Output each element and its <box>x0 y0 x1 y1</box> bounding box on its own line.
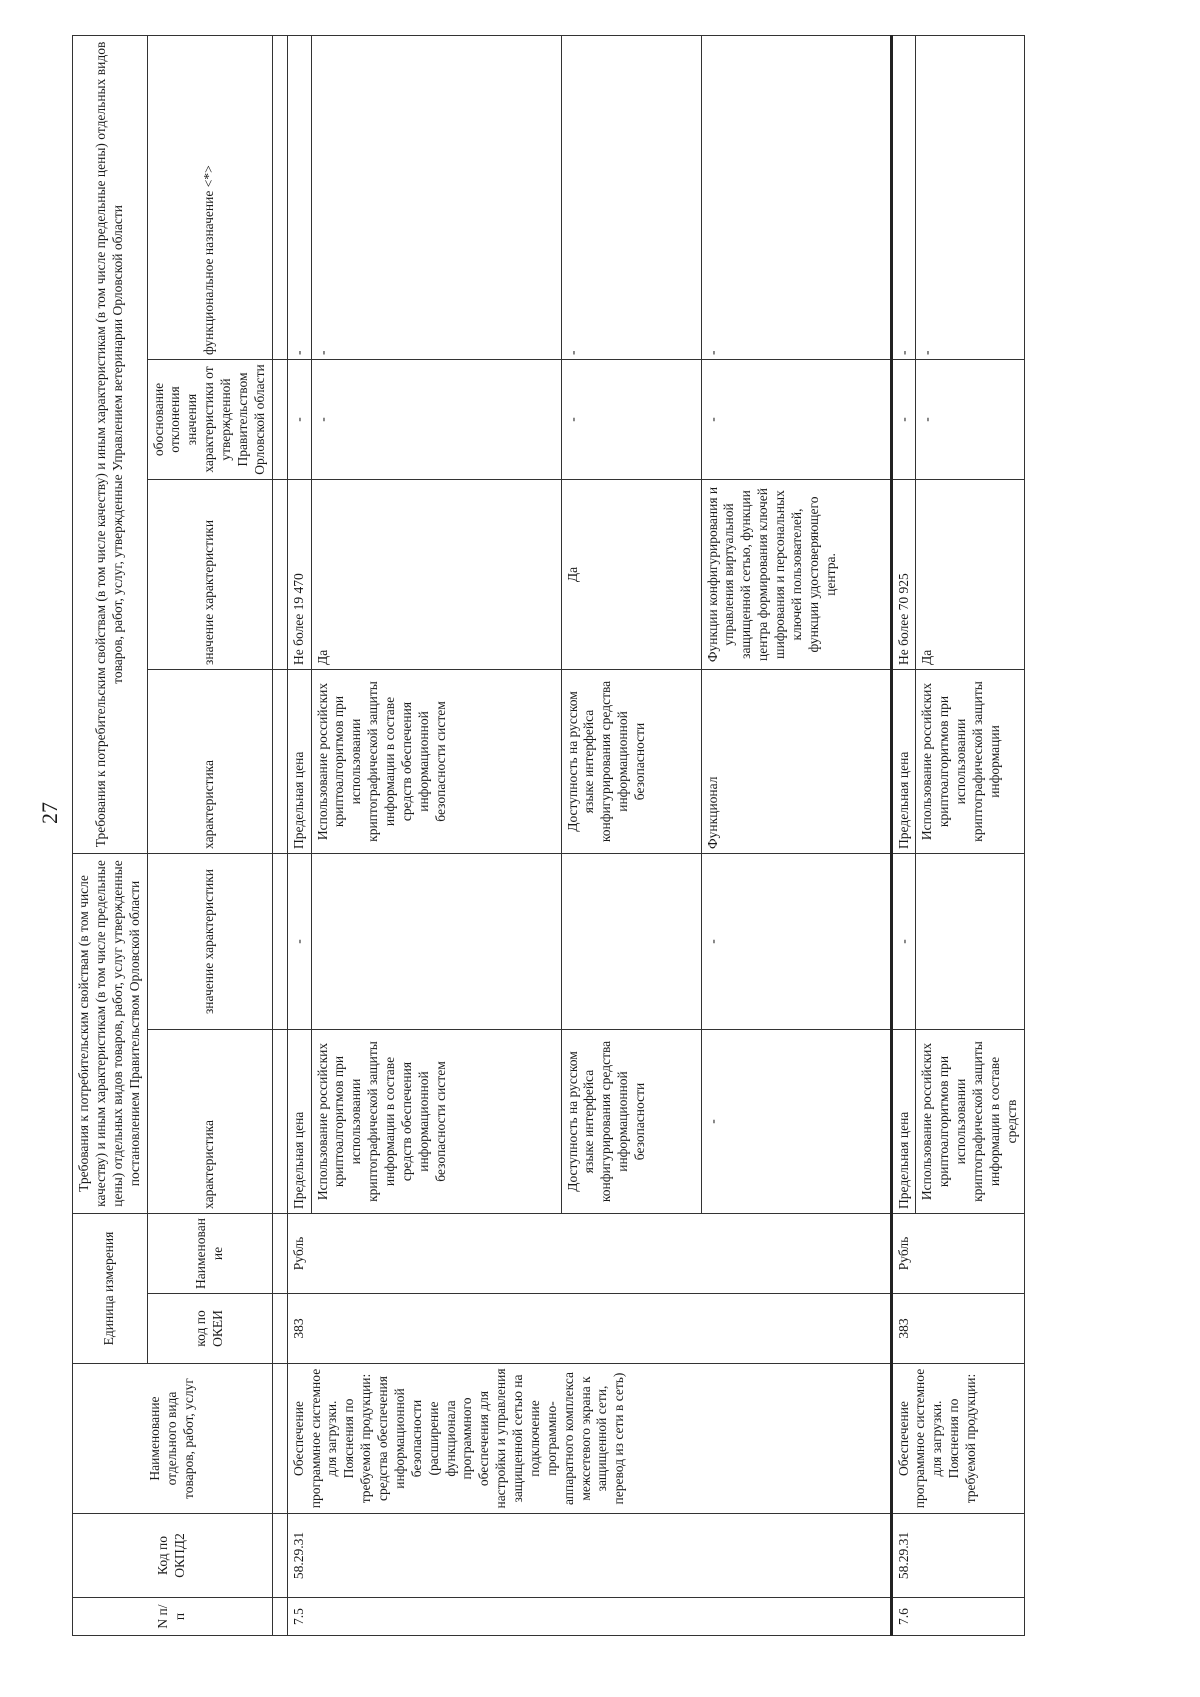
govt-characteristic: Доступность на русском языке интерфейса конфигурирования средства информационной безопасности <box>561 1030 701 1214</box>
header-vet-value: значение характеристики <box>147 479 272 669</box>
header-vet-requirements: Требования к потребительским свойствам (в том числе качеству) и иным характеристикам (в том числе предельные цены) отдельных видов товаров, работ, услуг, утвержденные Управлением ветеринарии Орловской области <box>73 35 148 853</box>
rotated-table-container <box>72 36 1160 1636</box>
header-govt-value: значение характеристики <box>147 853 272 1029</box>
govt-value: - <box>287 853 311 1029</box>
vet-function: - <box>287 35 311 359</box>
vet-value: Да <box>561 479 701 669</box>
vet-characteristic: Доступность на русском языке интерфейса конфигурирования средства информационной безопасности <box>561 669 701 853</box>
vet-characteristic: Использование российских криптоалгоритмов при использовании криптографической защиты информации <box>916 669 1024 853</box>
vet-value: Функции конфигурирования и управления виртуальной защищенной сетью, функции центра формирования ключей шифрования и персональных ключей пользователей, функции удостоверяющего центра. <box>701 479 891 669</box>
page-number: 27 <box>37 802 62 824</box>
row-unit-name: Рубль <box>287 1214 891 1294</box>
requirements-table <box>72 35 1025 1636</box>
vet-justification: - <box>561 359 701 479</box>
vet-function: - <box>311 35 561 359</box>
column-index-row <box>272 35 287 1635</box>
vet-characteristic: Предельная цена <box>891 669 916 853</box>
vet-value: Не более 19 470 <box>287 479 311 669</box>
govt-value <box>916 853 1024 1029</box>
table-row <box>891 35 916 1635</box>
govt-value <box>561 853 701 1029</box>
row-okpd2: 58.29.31 <box>891 1514 1024 1598</box>
row-unit-name: Рубль <box>891 1214 1024 1294</box>
vet-function: - <box>561 35 701 359</box>
vet-function: - <box>701 35 891 359</box>
vet-function: - <box>916 35 1024 359</box>
header-vet-function: функциональное назначение <*> <box>147 35 272 359</box>
header-num: N п/п <box>73 1598 273 1636</box>
header-unit-name: Наименование <box>147 1214 272 1294</box>
header-unit: Единица измерения <box>73 1214 148 1364</box>
row-name: Обеспечение программное системное для загрузки. Пояснения по требуемой продукции: <box>891 1364 1024 1514</box>
vet-function: - <box>891 35 916 359</box>
vet-value: Не более 70 925 <box>891 479 916 669</box>
vet-justification: - <box>891 359 916 479</box>
header-vet-characteristic: характеристика <box>147 669 272 853</box>
vet-justification: - <box>916 359 1024 479</box>
header-okpd2: Код по ОКПД2 <box>73 1514 273 1598</box>
govt-value <box>311 853 561 1029</box>
row-name: Обеспечение программное системное для загрузки. Пояснения по требуемой продукции: средства обеспечения информационной безопасности (расширение функционала программного обеспечения для настройки и управления защищенной сетью на подключение программно-аппаратного комплекса межсетевого экрана к защищенной сети, перевод из сети в сеть) <box>287 1364 891 1514</box>
row-unit-code: 383 <box>287 1294 891 1364</box>
row-num: 7.6 <box>891 1598 1024 1636</box>
vet-value: Да <box>311 479 561 669</box>
header-unit-code: код по ОКЕИ <box>147 1294 272 1364</box>
table-row <box>287 35 311 1635</box>
header-govt-characteristic: характеристика <box>147 1030 272 1214</box>
vet-justification: - <box>311 359 561 479</box>
row-okpd2: 58.29.31 <box>287 1514 891 1598</box>
govt-value: - <box>891 853 916 1029</box>
vet-justification: - <box>701 359 891 479</box>
header-name: Наименование отдельного вида товаров, работ, услуг <box>73 1364 273 1514</box>
govt-characteristic: Предельная цена <box>287 1030 311 1214</box>
row-num: 7.5 <box>287 1598 891 1636</box>
vet-value: Да <box>916 479 1024 669</box>
header-govt-requirements: Требования к потребительским свойствам (в том числе качеству) и иным характеристикам (в том числе предельные цены) отдельных видов товаров, работ, услуг утвержденные постановлением Правительством Орловской области <box>73 853 148 1213</box>
govt-characteristic: Предельная цена <box>891 1030 916 1214</box>
vet-characteristic: Функционал <box>701 669 891 853</box>
row-unit-code: 383 <box>891 1294 1024 1364</box>
govt-value: - <box>701 853 891 1029</box>
vet-characteristic: Предельная цена <box>287 669 311 853</box>
vet-characteristic: Использование российских криптоалгоритмов при использовании криптографической защиты информации в составе средств обеспечения информационной безопасности систем <box>311 669 561 853</box>
govt-characteristic: Использование российских криптоалгоритмов при использовании криптографической защиты информации в составе средств обеспечения информационной безопасности систем <box>311 1030 561 1214</box>
header-vet-justification: обоснование отклонения значения характеристики от утвержденной Правительством Орловской области <box>147 359 272 479</box>
govt-characteristic: Использование российских криптоалгоритмов при использовании криптографической защиты информации в составе средств <box>916 1030 1024 1214</box>
vet-justification: - <box>287 359 311 479</box>
govt-characteristic: - <box>701 1030 891 1214</box>
